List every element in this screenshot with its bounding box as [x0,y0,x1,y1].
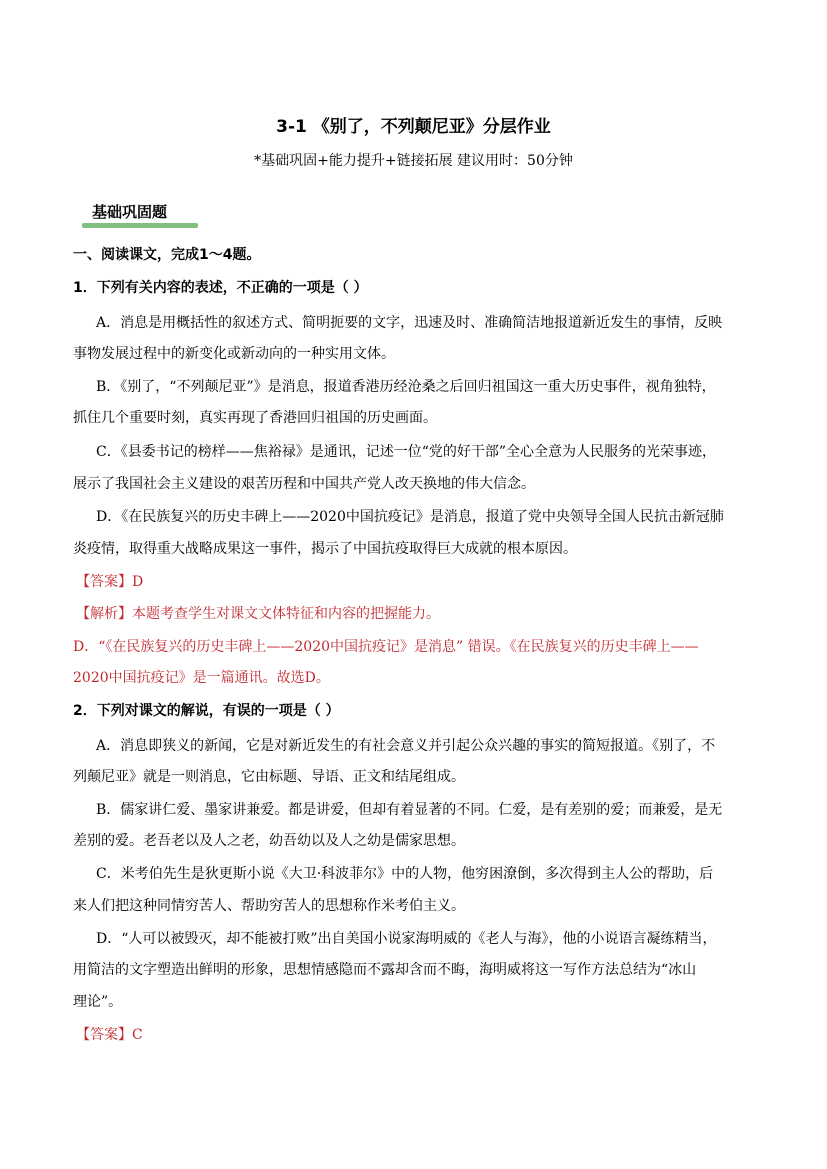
q1-explanation-line1: D．“《在民族复兴的历史丰碑上——2020中国抗疫记》是消息” 错误。《在民族复兴的历史丰碑上—— [73,639,699,655]
q1-option-c-line1: C．《县委书记的榜样——焦裕禄》是通讯，记述一位“党的好干部”全心全意为人民服务的光荣事迹， [96,444,717,460]
page-subtitle: *基础巩固+能力提升+链接拓展 建议用时：50分钟 [254,153,573,169]
q1-option-a-line2: 事物发展过程中的新变化或新动向的一种实用文体。 [73,346,395,362]
section-tag [82,199,198,229]
q1-option-a-line1: A．消息是用概括性的叙述方式、简明扼要的文字，迅速及时、准确简洁地报道新近发生的事情，反映 [96,315,723,331]
question-1-stem: 1．下列有关内容的表述，不正确的一项是（ ） [73,280,368,296]
q1-option-d-line1: D．《在民族复兴的历史丰碑上——2020中国抗疫记》是消息，报道了党中央领导全国人民抗击新冠肺 [96,509,724,525]
q2-option-d-line3: 理论”。 [73,994,123,1010]
q2-option-c-line1: C．米考伯先生是狄更斯小说《大卫·科波菲尔》中的人物，他穷困潦倒，多次得到主人公的帮助，后 [96,866,714,882]
q2-option-d-line2: 用简洁的文字塑造出鲜明的形象，思想情感隐而不露却含而不晦，海明威将这一写作方法总结为“冰山 [73,962,697,978]
page-title: 3-1 《别了，不列颠尼亚》分层作业 [276,117,551,137]
section-instruction: 一、阅读课文，完成1～4题。 [73,247,261,263]
q2-option-c-line2: 来人们把这种同情穷苦人、帮助穷苦人的思想称作米考伯主义。 [73,898,465,914]
q1-option-b-line2: 抓住几个重要时刻，真实再现了香港回归祖国的历史画面。 [73,410,437,426]
q1-explanation-line2: 2020中国抗疫记》是一篇通讯。故选D。 [73,670,330,686]
q2-option-b-line2: 差别的爱。老吾老以及人之老，幼吾幼以及人之幼是儒家思想。 [73,833,465,849]
q1-option-d-line2: 炎疫情，取得重大战略成果这一事件，揭示了中国抗疫取得巨大成就的根本原因。 [73,541,577,557]
section-tag-label: 基础巩固题 [92,203,168,221]
q1-option-c-line2: 展示了我国社会主义建设的艰苦历程和中国共产党人改天换地的伟大信念。 [73,476,535,492]
q2-option-b-line1: B．儒家讲仁爱、墨家讲兼爱。都是讲爱，但却有着显著的不同。仁爱，是有差别的爱；而兼爱，是无 [96,802,723,818]
q1-analysis: 【解析】本题考查学生对课文文体特征和内容的把握能力。 [76,606,440,622]
question-2-stem: 2．下列对课文的解说，有误的一项是（ ） [73,703,340,719]
section-tag-underline [82,223,198,228]
q2-option-a-line1: A．消息即狭义的新闻，它是对新近发生的有社会意义并引起公众兴趣的事实的简短报道。《别了，不 [96,738,716,754]
q1-option-b-line1: B．《别了，“不列颠尼亚”》是消息，报道香港历经沧桑之后回归祖国这一重大历史事件，视角独特， [96,379,716,395]
q2-option-a-line2: 列颠尼亚》就是一则消息，它由标题、导语、正文和结尾组成。 [73,769,465,785]
q1-answer: 【答案】D [76,574,144,590]
q2-answer: 【答案】C [76,1027,143,1043]
q2-option-d-line1: D．“人可以被毁灭，却不能被打败”出自美国小说家海明威的《老人与海》，他的小说语言凝练精当， [96,931,717,947]
